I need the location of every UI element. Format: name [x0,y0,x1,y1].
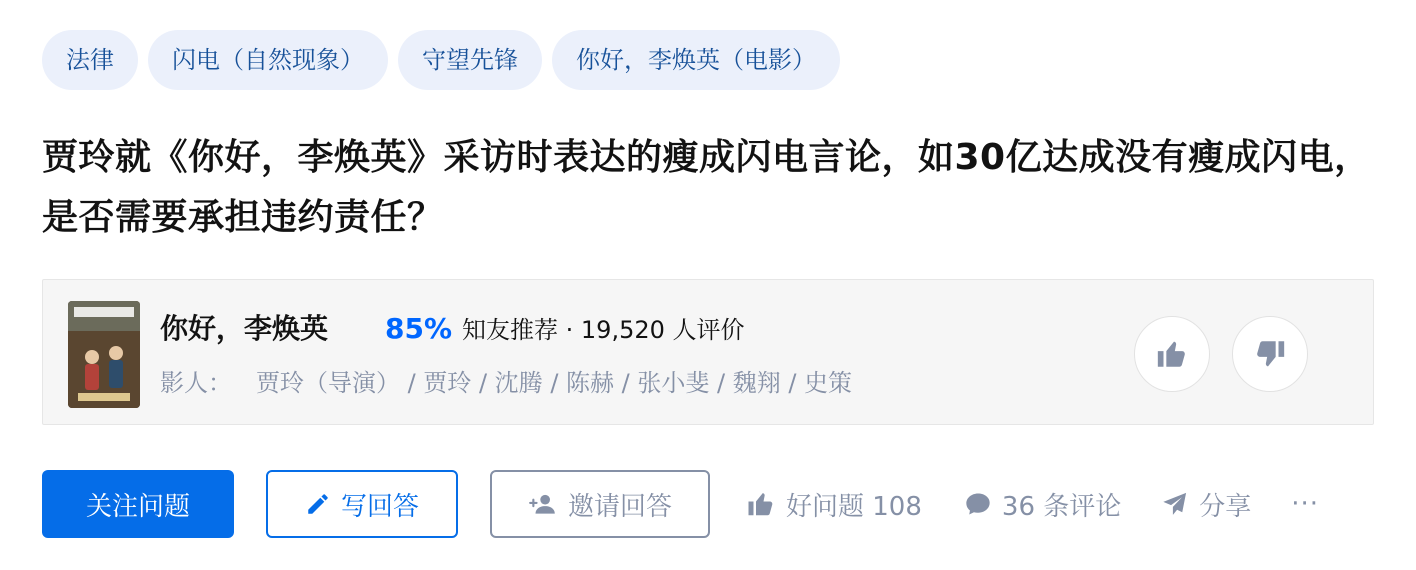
movie-card[interactable] [42,279,1374,425]
thumbs-down-icon [1253,337,1287,371]
invite-answer-label: 邀请回答 [567,491,672,522]
write-answer-label: 写回答 [340,491,419,522]
movie-rating [385,308,745,351]
paper-plane-icon [1161,490,1189,518]
movie-poster-image[interactable] [68,301,140,408]
cast-label: 影人： [160,369,232,397]
comment-icon [964,490,992,518]
cast-list: 贾玲（导演） / 贾玲 / 沈腾 / 陈赫 / 张小斐 / 魏翔 / 史策 [256,369,853,397]
pencil-icon [305,491,331,517]
topic-tag[interactable]: 法律 [42,30,138,90]
share-label: 分享 [1199,491,1252,522]
question-title: 贾玲就《你好，李焕英》采访时表达的瘦成闪电言论，如30亿达成没有瘦成闪电，是否需要承担违约责任？ [42,137,1371,238]
question-actions [42,470,1319,538]
topic-tags [42,30,1374,90]
comments-button[interactable] [964,486,1121,523]
movie-cast [160,363,852,403]
comments-label: 36 条评论 [1001,491,1122,522]
movie-name-link[interactable]: 你好，李焕英 [160,312,329,345]
thumbs-down-button[interactable] [1232,316,1308,392]
recommend-text: 知友推荐 · 19,520 人评价 [462,316,745,344]
add-user-icon [528,491,558,517]
topic-tag[interactable]: 你好，李焕英（电影） [552,30,840,90]
thumbs-up-icon [746,489,776,519]
topic-tag[interactable]: 守望先锋 [398,30,542,90]
good-question-label: 好问题 108 [786,491,922,522]
write-answer-button[interactable] [266,470,458,538]
recommend-percent: 85% [385,312,453,345]
share-button[interactable] [1161,486,1251,523]
more-options-button[interactable]: ··· [1291,489,1320,519]
thumbs-up-icon [1155,337,1189,371]
follow-question-button[interactable]: 关注问题 [42,470,234,538]
good-question-button[interactable] [746,486,922,523]
topic-tag[interactable]: 闪电（自然现象） [148,30,388,90]
invite-answer-button[interactable] [490,470,710,538]
thumbs-up-button[interactable] [1134,316,1210,392]
